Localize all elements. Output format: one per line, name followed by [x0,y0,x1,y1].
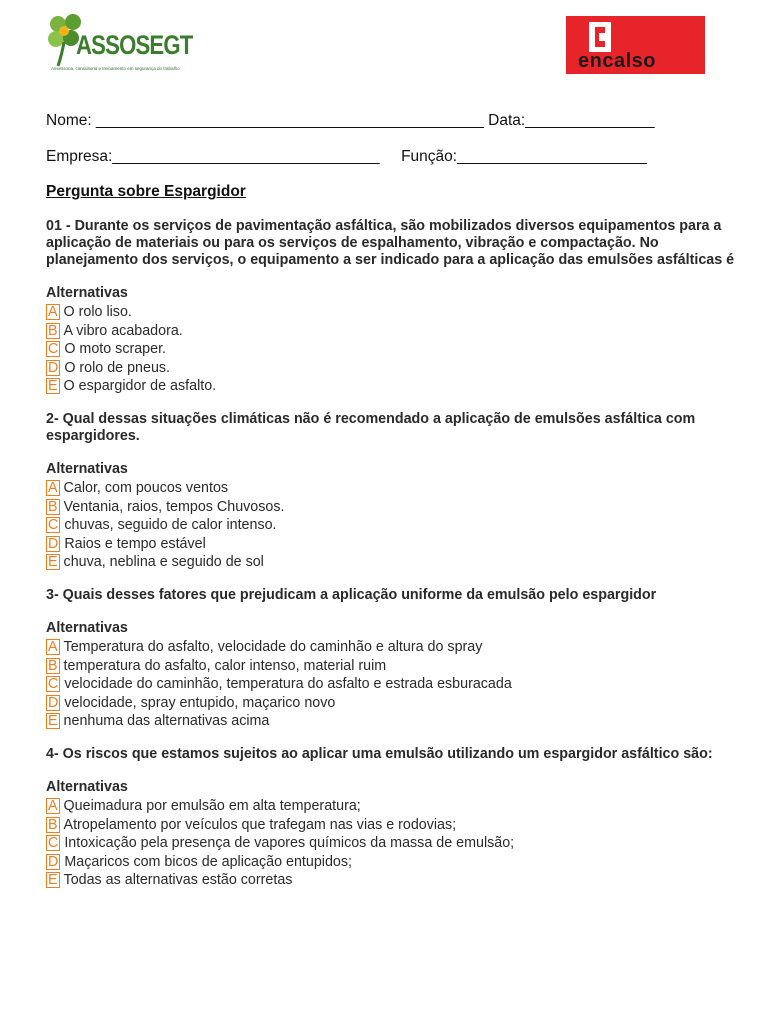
option-text: Todas as alternativas estão corretas [63,872,293,889]
option-letter: C [48,835,59,852]
option-letter: D [48,694,59,711]
option-text: O espargidor de asfalto. [63,378,217,395]
option-row[interactable] [46,377,736,396]
option-letter: E [48,378,58,395]
option-text: Calor, com poucos ventos [63,479,229,496]
option-row[interactable] [46,816,736,835]
option-text: chuvas, seguido de calor intenso. [64,517,277,534]
encalso-mark-icon [589,22,611,52]
option-text: Maçaricos com bicos de aplicação entupidos; [64,853,353,870]
option-text: Intoxicação pela presença de vapores químicos da massa de emulsão; [64,835,515,852]
option-row[interactable] [46,535,736,554]
alternatives-heading: Alternativas [46,778,128,795]
option-letter: D [48,359,59,376]
option-letter: B [48,657,58,674]
empresa-funcao-line: Empresa:_______________________________ Função:______________________ [46,148,647,165]
option-row[interactable] [46,322,736,341]
question-block [46,218,736,396]
option-text: A vibro acabadora. [63,322,183,339]
option-row[interactable] [46,797,736,816]
option-letter: C [48,341,59,358]
question-text: 3- Quais desses fatores que prejudicam a aplicação uniforme da emulsão pelo espargidor [46,586,657,603]
option-letter: D [48,853,59,870]
option-row[interactable] [46,834,736,853]
option-row[interactable] [46,553,736,572]
option-row[interactable] [46,675,736,694]
option-text: nenhuma das alternativas acima [63,713,270,730]
assosegt-brand-text: ASSOSEGT [76,30,193,60]
option-row[interactable] [46,359,736,378]
question-block [46,746,736,890]
option-row[interactable] [46,638,736,657]
question-block [46,587,736,731]
option-letter: A [48,797,58,814]
option-letter: E [48,554,58,571]
option-text: O rolo liso. [63,304,132,320]
option-row[interactable] [46,853,736,872]
option-letter: B [48,322,58,339]
option-row[interactable] [46,340,736,359]
option-text: velocidade do caminhão, temperatura do asfalto e estrada esburacada [64,676,512,693]
option-text: Atropelamento por veículos que trafegam nas vias e rodovias; [63,816,457,833]
question-text: 2- Qual dessas situações climáticas não é recomendado a aplicação de emulsões asfáltica com espargidores. [46,410,696,444]
option-row[interactable] [46,498,736,517]
option-letter: D [48,535,59,552]
option-row[interactable] [46,712,736,731]
option-letter: C [48,676,59,693]
option-letter: A [48,638,58,655]
nome-data-line: Nome: _____________________________________________ Data:_______________ [46,112,655,129]
option-text: Ventania, raios, tempos Chuvosos. [63,498,285,515]
option-row[interactable] [46,516,736,535]
question-text: 01 - Durante os serviços de pavimentação asfáltica, são mobilizados diversos equipamentos para a aplicação de materiais ou para os serviços de espalhamento, vibração e compactação. No planejamento dos serviços, o equipamento a ser indicado para a aplicação das emulsões asfálticas é [46,218,735,268]
option-text: O moto scraper. [64,341,167,358]
option-row[interactable] [46,657,736,676]
question-text: 4- Os riscos que estamos sujeitos ao aplicar uma emulsão utilizando um espargidor asfáltico são: [46,745,713,762]
assosegt-tagline: Assessoria, consultoria e treinamento em segurança do trabalho [51,66,180,71]
alternatives-heading: Alternativas [46,619,128,636]
option-text: Raios e tempo estável [64,535,206,552]
option-letter: B [48,816,58,833]
option-letter: A [48,304,58,320]
option-letter: C [48,517,59,534]
option-letter: B [48,498,58,515]
option-row[interactable] [46,871,736,890]
questions-list [46,218,736,905]
option-letter: E [48,872,58,889]
option-text: temperatura do asfalto, calor intenso, material ruim [63,657,387,674]
page-title: Pergunta sobre Espargidor [46,183,246,200]
option-row[interactable] [46,694,736,713]
encalso-brand-text: encalso [578,50,656,72]
encalso-logo [566,16,705,74]
option-text: Temperatura do asfalto, velocidade do caminhão e altura do spray [63,638,483,655]
option-letter: A [48,479,58,496]
option-row[interactable] [46,479,736,498]
alternatives-heading: Alternativas [46,285,128,301]
question-block [46,411,736,572]
assosegt-logo [46,12,193,76]
option-text: O rolo de pneus. [64,359,171,376]
option-text: velocidade, spray entupido, maçarico novo [64,694,336,711]
alternatives-heading: Alternativas [46,460,128,477]
option-row[interactable] [46,303,736,322]
option-text: chuva, neblina e seguido de sol [63,554,264,571]
option-text: Queimadura por emulsão em alta temperatura; [63,797,361,814]
option-letter: E [48,713,58,730]
